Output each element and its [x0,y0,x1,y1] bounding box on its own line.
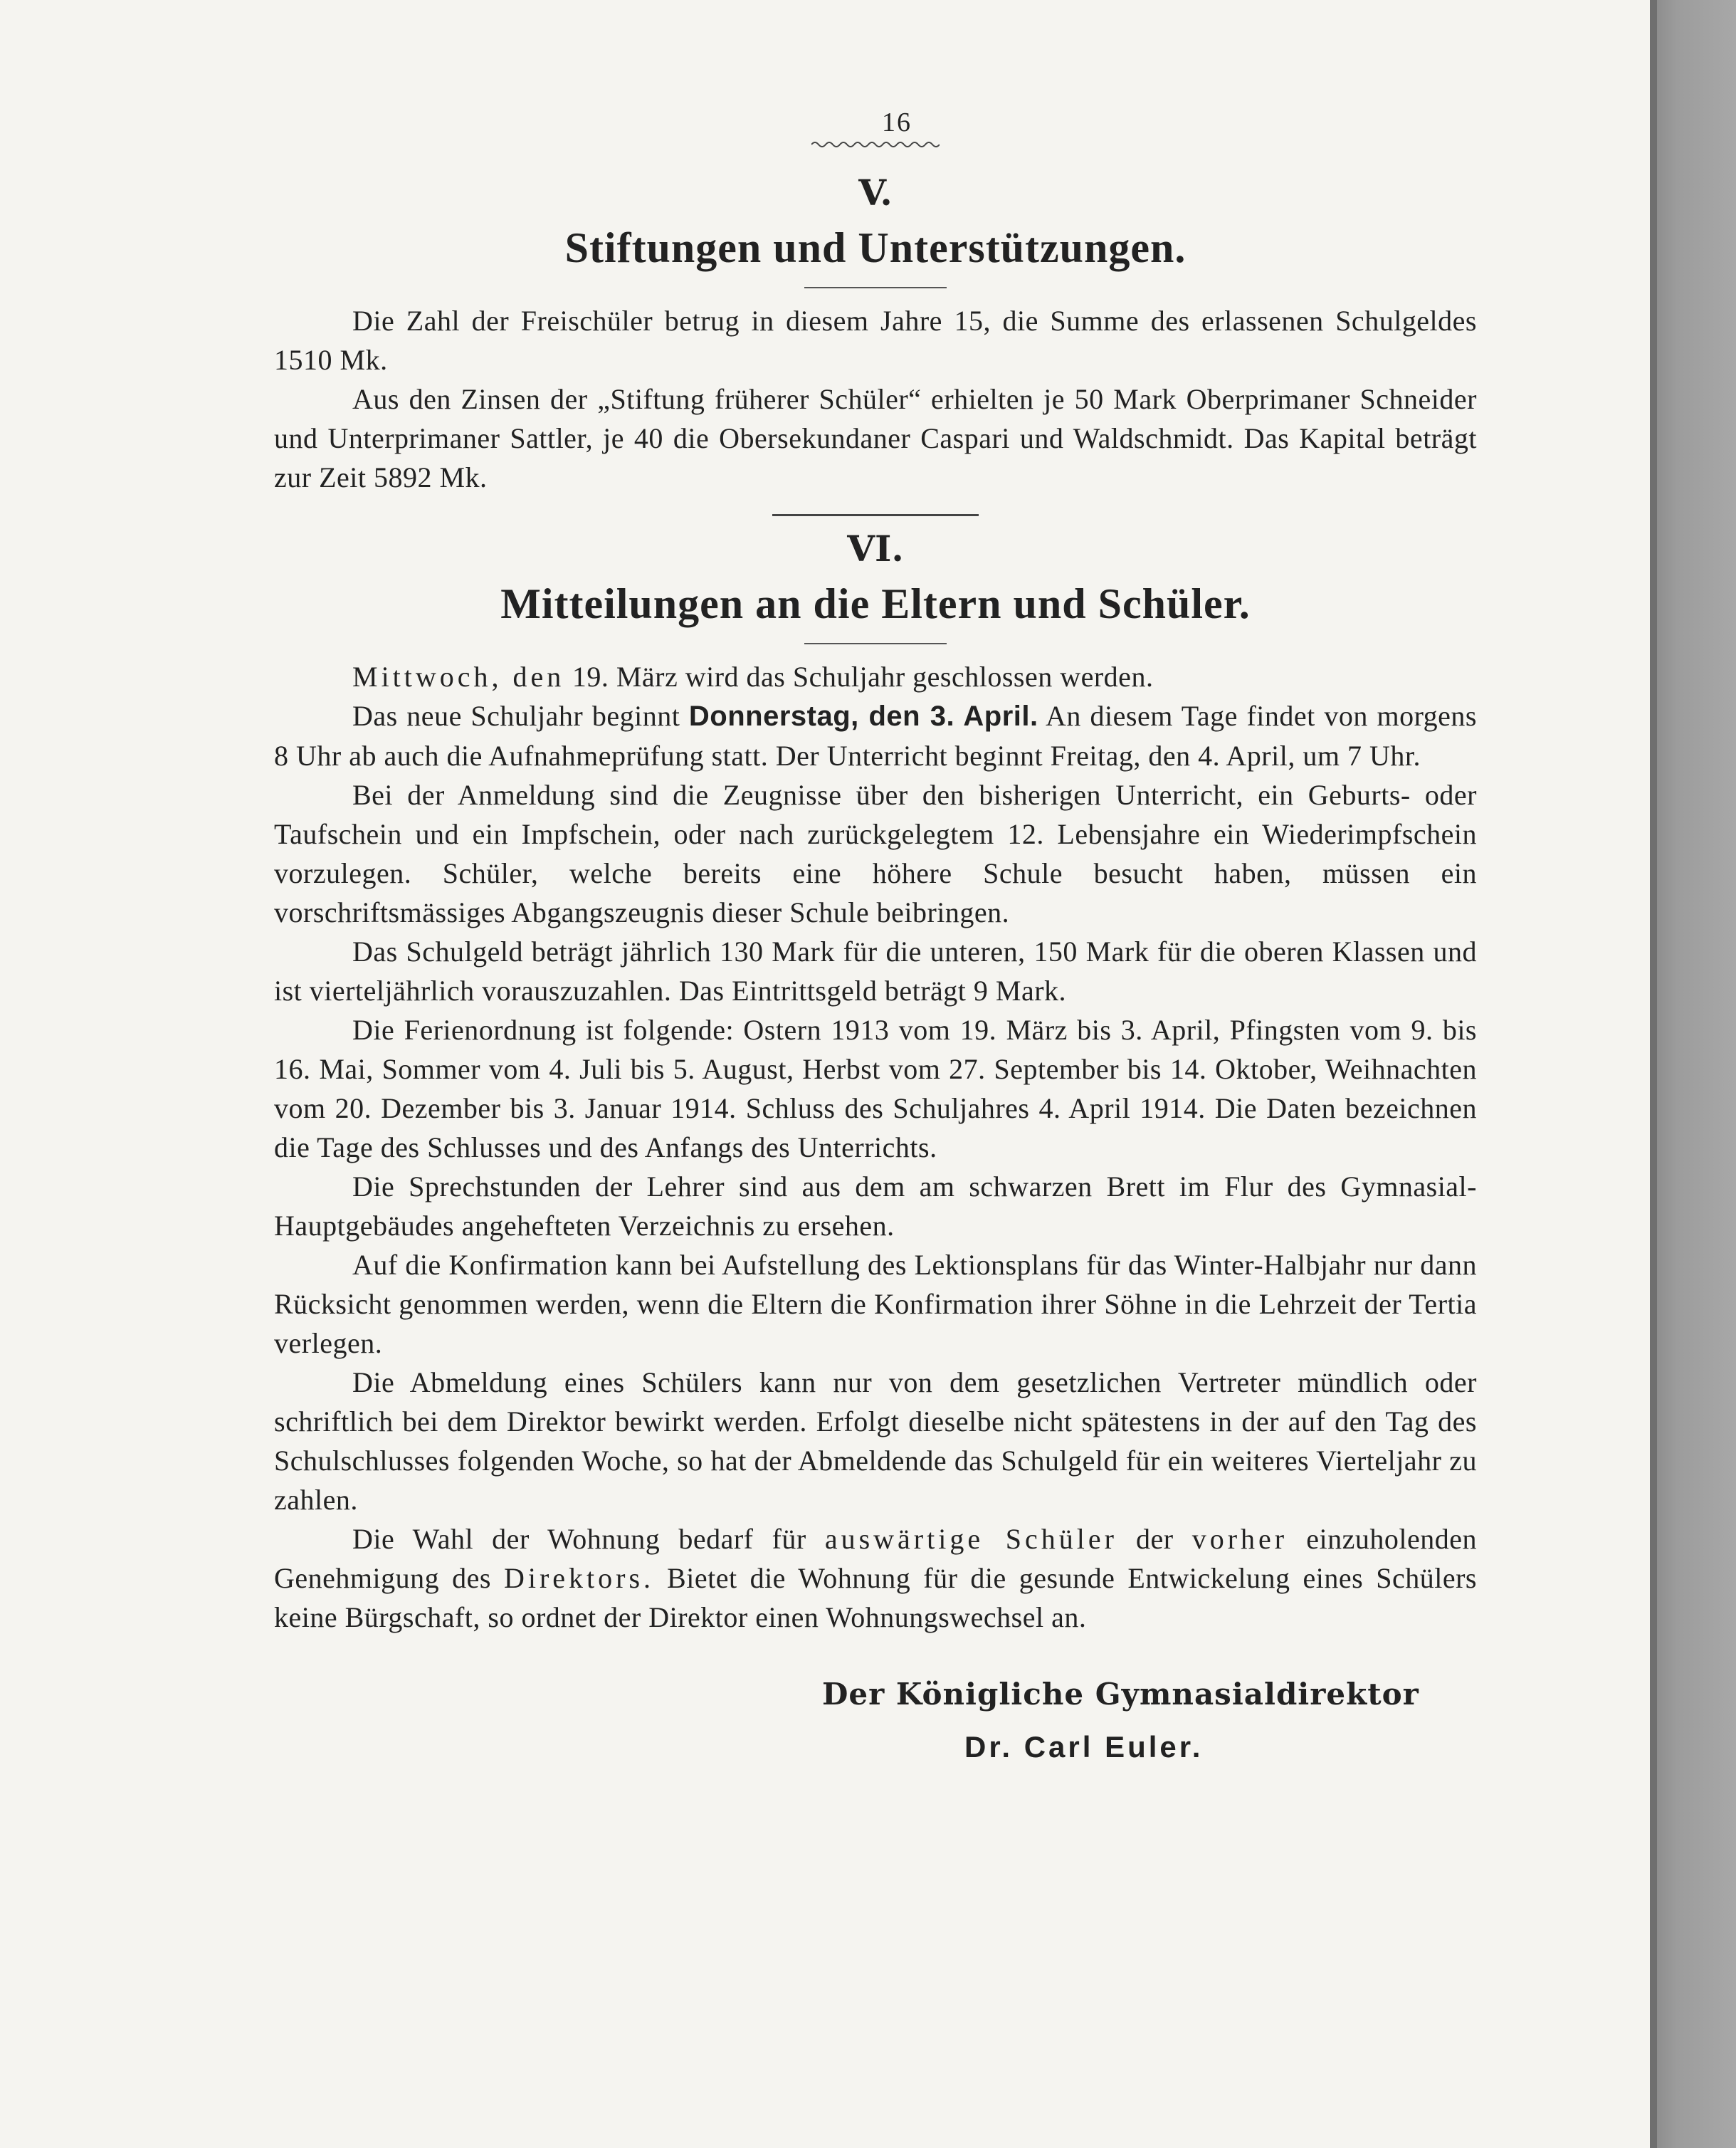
section-vi-number: VI. [847,528,904,570]
section-v-paragraph: Aus den Zinsen der „Stiftung früherer Schüler“ erhielten je 50 Mark Oberprimaner Schneider und Unterprimaner Sattler, je 40 die Obersekundaner Caspari und Waldschmidt. Das Kapital beträgt zur Zeit 5892 Mk. [274,383,1477,493]
paragraph-text: Das neue Schuljahr beginnt [352,700,689,732]
section-divider [804,643,947,644]
page-number: 16 [882,108,912,137]
section-vi-paragraph: Das Schulgeld beträgt jährlich 130 Mark für die unteren, 150 Mark für die oberen Klassen und ist vierteljährlich vorauszuzahlen. Das Eintrittsgeld beträgt 9 Mark. [274,936,1477,1007]
section-vi-paragraph: Die Ferienordnung ist folgende: Ostern 1913 vom 19. März bis 3. April, Pfingsten vom 9. bis 16. Mai, Sommer vom 4. Juli bis 5. August, Herbst vom 27. September bis 14. Oktober, Weihnachten vom 20. Dezember bis 3. Januar 1914. Schluss des Schuljahres 4. April 1914. Die Daten bezeichnen die Tage des Schlusses und des Anfangs des Unterrichts. [274,1014,1477,1163]
paragraph-text: Die Wahl der Wohnung bedarf für [352,1523,825,1555]
spaced-text: vorher [1191,1523,1288,1555]
section-vi-paragraph [274,696,1477,775]
section-separator [772,514,979,516]
wavy-rule-ornament [811,140,940,150]
scan-edge-line [1650,0,1657,2148]
section-vi-paragraph: Die Sprechstunden der Lehrer sind aus dem am schwarzen Brett im Flur des Gymnasial-Hauptgebäudes angehefteten Verzeichnis zu ersehen. [274,1170,1477,1242]
section-vi-paragraph [274,1519,1477,1637]
paragraph-text: der [1117,1523,1192,1555]
paragraph-text: einzuholenden Genehmigung des [274,1523,1477,1594]
section-v-title: Stiftungen und Unterstützungen. [564,224,1187,271]
scan-edge-shadow [1651,0,1736,2148]
text-column [274,107,1477,1764]
section-vi-paragraph [274,657,1477,696]
paragraph-text: 19. März wird das Schuljahr geschlossen werden. [564,661,1154,693]
bold-date-text: Donnerstag, den 3. April. [688,701,1038,732]
section-vi-paragraph: Die Abmeldung eines Schülers kann nur von dem gesetzlichen Vertreter mündlich oder schriftlich bei dem Direktor bewirkt werden. Erfolgt dieselbe nicht spätestens in der auf den Tag des Schulschlusses folgenden Woche, so hat der Abmeldende das Schulgeld für ein weiteres Vierteljahr zu zahlen. [274,1366,1477,1516]
section-divider [804,287,947,288]
section-v-number: V. [858,172,893,214]
spaced-text: auswärtige Schüler [824,1523,1117,1555]
paragraph-text: Bietet die Wohnung für die gesunde Entwickelung eines Schülers keine Bürgschaft, so ordnet der Direktor einen Wohnungswechsel an. [274,1562,1477,1633]
paragraph-text: An diesem Tage findet von morgens 8 Uhr ab auch die Aufnahmeprüfung statt. Der Unterricht beginnt Freitag, den 4. April, um 7 Uhr. [274,700,1477,772]
section-v-paragraph: Die Zahl der Freischüler betrug in diesem Jahre 15, die Summe des erlassenen Schulgeldes 1510 Mk. [274,305,1477,376]
signature-name: Dr. Carl Euler. [964,1730,1204,1764]
section-vi-paragraph: Bei der Anmeldung sind die Zeugnisse über den bisherigen Unterricht, ein Geburts- oder Taufschein und ein Impfschein, oder nach zurückgelegtem 12. Lebensjahre ein Wiederimpfschein vorzulegen. Schüler, welche bereits eine höhere Schule besucht haben, müssen ein vorschriftsmässiges Abgangszeugnis dieser Schule beibringen. [274,779,1477,928]
section-vi-title: Mitteilungen an die Eltern und Schüler. [500,580,1251,627]
spaced-text: Direktors. [503,1562,655,1594]
signature-title: Der Königliche Gymnasialdirektor [822,1677,1419,1712]
spaced-text: Mittwoch, den [352,661,565,693]
section-vi-paragraph: Auf die Konfirmation kann bei Aufstellung des Lektionsplans für das Winter-Halbjahr nur dann Rücksicht genommen werden, wenn die Eltern die Konfirmation ihrer Söhne in die Lehrzeit der Tertia verlegen. [274,1249,1477,1359]
